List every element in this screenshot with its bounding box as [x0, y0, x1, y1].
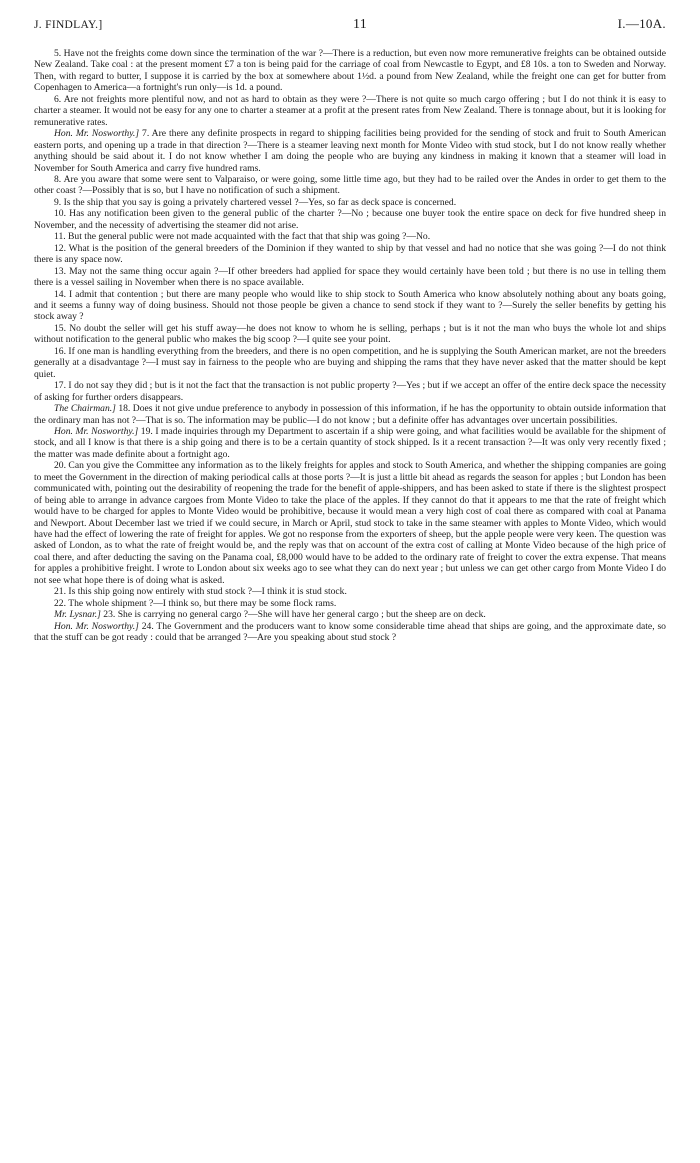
- speaker: Hon. Mr. Nosworthy.]: [54, 128, 140, 140]
- paragraph-text: 5. Have not the freights come down since the termination of the war ?—There is a reduction, but even now more remunerative freights can be obtained outside New Zealand. Take coal : at the present moment £7 a ton is being paid for the carriage of coal from Newcastle to Egypt, and £8 10s. a ton to Sweden and Norway. Then, with regard to butter, I suppose it is carried by the box at somewhere about 1½d. a pound from New Zealand, while the freight one can get for butter from Copenhagen to America—a fortnight's run only—is 1d. a pound.: [34, 48, 666, 94]
- paragraph: [34, 380, 666, 403]
- paragraph-text: 20. Can you give the Committee any information as to the likely freights for apples and stock to South America, and whether the shipping companies are going to meet the Government in the direction of making periodical calls at those ports ?—It is just a little bit ahead as regards the season for apples ; but London has been communicated with, pointing out the desirability of reopening the trade for the benefit of apple-shippers, and has been asked to state if there is the slightest prospect of being able to arrange in advance cargoes from Monte Video to take the place of the apples. If they cannot do that it appears to me that the rate of freight which would have to be charged for apples to Monte Video would be prohibitive, because it would mean a very high cost of coal there as compared with coal at Panama and Newport. About December last we tried if we could secure, in March or April, stud stock to take in the same steamer with apples to Monte Video, which would have had the effect of lowering the rate of freight for apples. We got no response from the exporters of sheep, but the apple people were very keen. The question was asked of London, as to what the rate of freight would be, and the reply was that on account of the extra cost of calling at Monte Video because of the high price of coal there, and after deducting the saving on the Panama coal, £8,000 would have to be added to the ordinary rate of freight to cover the extra expense. That means for apples a prohibitive freight. I wrote to London about six weeks ago to see what they can do next year ; but unless we can get other cargo from Monte Video I do not see what hope there is of doing what is asked.: [34, 460, 666, 586]
- paragraph-text: 17. I do not say they did ; but is it not the fact that the transaction is not public property ?—Yes ; but if we accept an offer of the entire deck space the necessity of asking for further orders disappears.: [34, 380, 666, 403]
- paragraph: [34, 266, 666, 289]
- paragraph: [34, 243, 666, 266]
- speaker: Hon. Mr. Nosworthy.]: [54, 425, 139, 437]
- paragraph: [34, 609, 666, 620]
- paragraph-text: 21. Is this ship going now entirely with stud stock ?—I think it is stud stock.: [54, 586, 347, 598]
- paragraph-text: 9. Is the ship that you say is going a privately chartered vessel ?—Yes, so far as deck space is concerned.: [54, 196, 457, 208]
- paragraph-text: 10. Has any notification been given to the general public of the charter ?—No ; because one buyer took the entire space on deck for five hundred sheep in November, and the necessity of advertising the steamer did not arise.: [34, 208, 666, 231]
- paragraph-text: 19. I made inquiries through my Department to ascertain if a ship were going, and what facilities would be available for the shipment of stock, and all I know is that there is a ship going and there is to be a certain quantity of stock shipped. Is it a recent transaction ?—It was only very recently fixed ; the matter was made definite about a fortnight ago.: [34, 425, 666, 460]
- paragraph: [34, 586, 666, 597]
- paragraph: [34, 323, 666, 346]
- paragraph-text: 23. She is carrying no general cargo ?—She will have her general cargo ; but the sheep are on deck.: [100, 609, 486, 621]
- paragraph: [34, 621, 666, 644]
- paragraph: [34, 346, 666, 380]
- page-number: 11: [353, 17, 368, 32]
- paragraph: [34, 197, 666, 208]
- paragraph-text: 15. No doubt the seller will get his stuff away—he does not know to whom he is selling, perhaps ; but is it not the man who buys the whole lot and ships without notification to the general public who makes the big scoop ?—I quite see your point.: [34, 322, 666, 346]
- paper-reference: I.—10A.: [617, 16, 666, 31]
- paragraph-text: 13. May not the same thing occur again ?—If other breeders had applied for space they would certainly have been told ; but there is no use in telling them there is a vessel sailing in November when there is no space available.: [34, 265, 666, 289]
- speaker: Hon. Mr. Nosworthy.]: [54, 620, 139, 632]
- paragraph: [34, 48, 666, 94]
- paragraph-text: 24. The Government and the producers want to know some considerable time ahead that ships are going, and the approximate date, so that the stuff can be got ready : could that be arranged ?—Are you speaking about stud stock ?: [34, 620, 666, 644]
- paragraph: [34, 128, 666, 174]
- paragraph-text: 22. The whole shipment ?—I think so, but there may be some flock rams.: [54, 597, 337, 609]
- paragraph-text: 14. I admit that contention ; but there are many people who would like to ship stock to South America who know absolutely nothing about any boats going, and it seems a funny way of doing business. Should not those people be given a chance to send stock if they want to ?—Surely the seller benefits by getting his stock away ?: [34, 288, 666, 323]
- paragraph: [34, 231, 666, 242]
- paragraph: [34, 426, 666, 460]
- paragraph-text: 16. If one man is handling everything from the breeders, and there is no open competition, and he is supplying the South American market, are not the breeders generally at a disadvantage ?—I must say in fairness to the people who are buying and shipping the rams that they have never asked that the matter should be kept quiet.: [34, 345, 666, 380]
- paragraph-text: 8. Are you aware that some were sent to Valparaiso, or were going, some little time ago, but they had to be railed over the Andes in order to get them to the other coast ?—Possibly that is so, but I have no notification of such a shipment.: [34, 173, 666, 197]
- paragraph-text: 18. Does it not give undue preference to anybody in possession of this information, if he has the opportunity to obtain outside information that the ordinary man has not ?—That is so. The information may be public—I do not know ; but a definite offer has advantages over uncertain possibilities.: [34, 403, 666, 426]
- evidence-body: [34, 48, 666, 644]
- paragraph-text: 12. What is the position of the general breeders of the Dominion if they wanted to ship by that vessel and had no notice that she was going ?—I do not think there is any space now.: [34, 242, 666, 266]
- paragraph: [34, 208, 666, 231]
- paragraph: [34, 460, 666, 586]
- speaker: The Chairman.]: [54, 403, 116, 415]
- paragraph-text: 11. But the general public were not made acquainted with the fact that that ship was going ?—No.: [54, 231, 431, 243]
- paragraph: [34, 174, 666, 197]
- paragraph: [34, 403, 666, 426]
- paragraph: [34, 289, 666, 323]
- witness-name: J. FINDLAY.]: [34, 19, 103, 31]
- running-header: [34, 16, 666, 38]
- paragraph: [34, 598, 666, 609]
- paragraph-text: 7. Are there any definite prospects in regard to shipping facilities being provided for the sending of stock and fruit to South American eastern ports, and opening up a trade in that direction ?—There is a steamer leaving next month for Monte Video with stud stock, but I do not know really whether anything should be said about it. I do not know whether I am doing the people who are buying any kindness in making it known that a steamer will load in November for South America and carry five hundred rams.: [34, 128, 667, 174]
- paragraph: [34, 94, 666, 128]
- speaker: Mr. Lysnar.]: [54, 609, 101, 621]
- paragraph-text: 6. Are not freights more plentiful now, and not as hard to obtain as they were ?—There is not quite so much cargo offering ; but I do not think it is easy to charter a steamer. It would not be easy for any one to charter a steamer at a profit at the present rates from New Zealand. There is tonnage about, but it is looking for remunerative rates.: [34, 93, 666, 128]
